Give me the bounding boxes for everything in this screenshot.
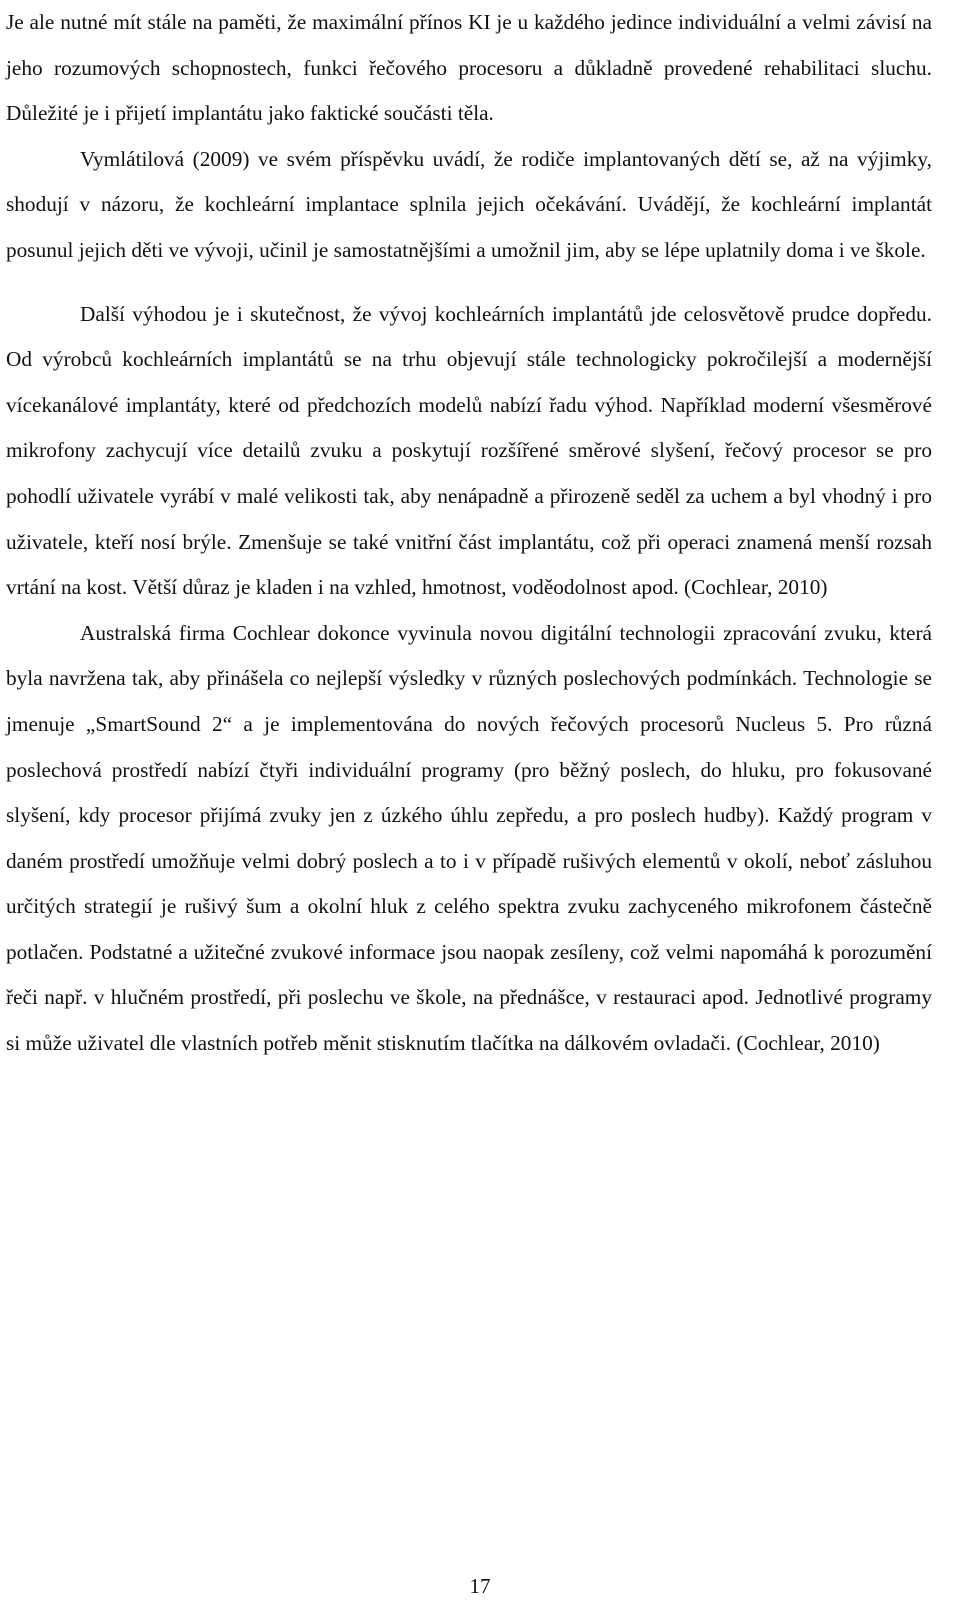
paragraph-ki-benefit: Je ale nutné mít stále na paměti, že maximální přínos KI je u každého jedince individuální a velmi závisí na jeho rozumových schopnostech, funkci řečového procesoru a důkladně provedené rehabilitaci sluchu. Důležité je i přijetí implantátu jako faktické součásti těla. xyxy=(6,10,932,126)
paragraph-smartsound: Australská firma Cochlear dokonce vyvinula novou digitální technologii zpracování zvuku, která byla navržena tak, aby přinášela co nejlepší výsledky v různých poslechových podmínkách. Technologie se jmenuje „SmartSound 2“ a je implementována do nových řečových procesorů Nucleus 5. Pro různá poslechová prostředí nabízí čtyři individuální programy (pro běžný poslech, do hluku, pro fokusované slyšení, kdy procesor přijímá zvuky jen z úzkého úhlu zepředu, a pro poslech hudby). Každý program v daném prostředí umožňuje velmi dobrý poslech a to i v případě rušivých elementů v okolí, neboť zásluhou určitých strategií je rušivý šum a okolní hluk z celého spektra zvuku zachyceného mikrofonem částečně potlačen. Podstatné a užitečné zvukové informace jsou naopak zesíleny, což velmi napomáhá k porozumění řeči např. v hlučném prostředí, při poslechu ve škole, na přednášce, v restauraci apod. Jednotlivé programy si může uživatel dle vlastních potřeb měnit stisknutím tlačítka na dálkovém ovladači. (Cochlear, 2010) xyxy=(6,620,932,1056)
paragraph-implant-development: Další výhodou je i skutečnost, že vývoj kochleárních implantátů jde celosvětově prudce dopředu. Od výrobců kochleárních implantátů se na trhu objevují stále technologicky pokročilejší a modernější vícekanálové implantáty, které od předchozích modelů nabízí řadu výhod. Například moderní všesměrové mikrofony zachycují více detailů zvuku a poskytují rozšířené směrové slyšení, řečový procesor se pro pohodlí uživatele vyrábí v malé velikosti tak, aby nenápadně a přirozeně seděl za uchem a byl vhodný i pro uživatele, kteří nosí brýle. Zmenšuje se také vnitřní část implantátu, což při operaci znamená menší rozsah vrtání na kost. Větší důraz je kladen i na vzhled, hmotnost, voděodolnost apod. (Cochlear, 2010) xyxy=(6,301,932,600)
paragraph-vymlatilova: Vymlátilová (2009) ve svém příspěvku uvádí, že rodiče implantovaných dětí se, až na výjimky, shodují v názoru, že kochleární implantace splnila jejich očekávání. Uvádějí, že kochleární implantát posunul jejich děti ve vývoji, učinil je samostatnějšími a umožnil jim, aby se lépe uplatnily doma i ve škole. xyxy=(6,146,932,262)
document-body xyxy=(6,0,932,1067)
page-number: 17 xyxy=(469,1574,491,1598)
